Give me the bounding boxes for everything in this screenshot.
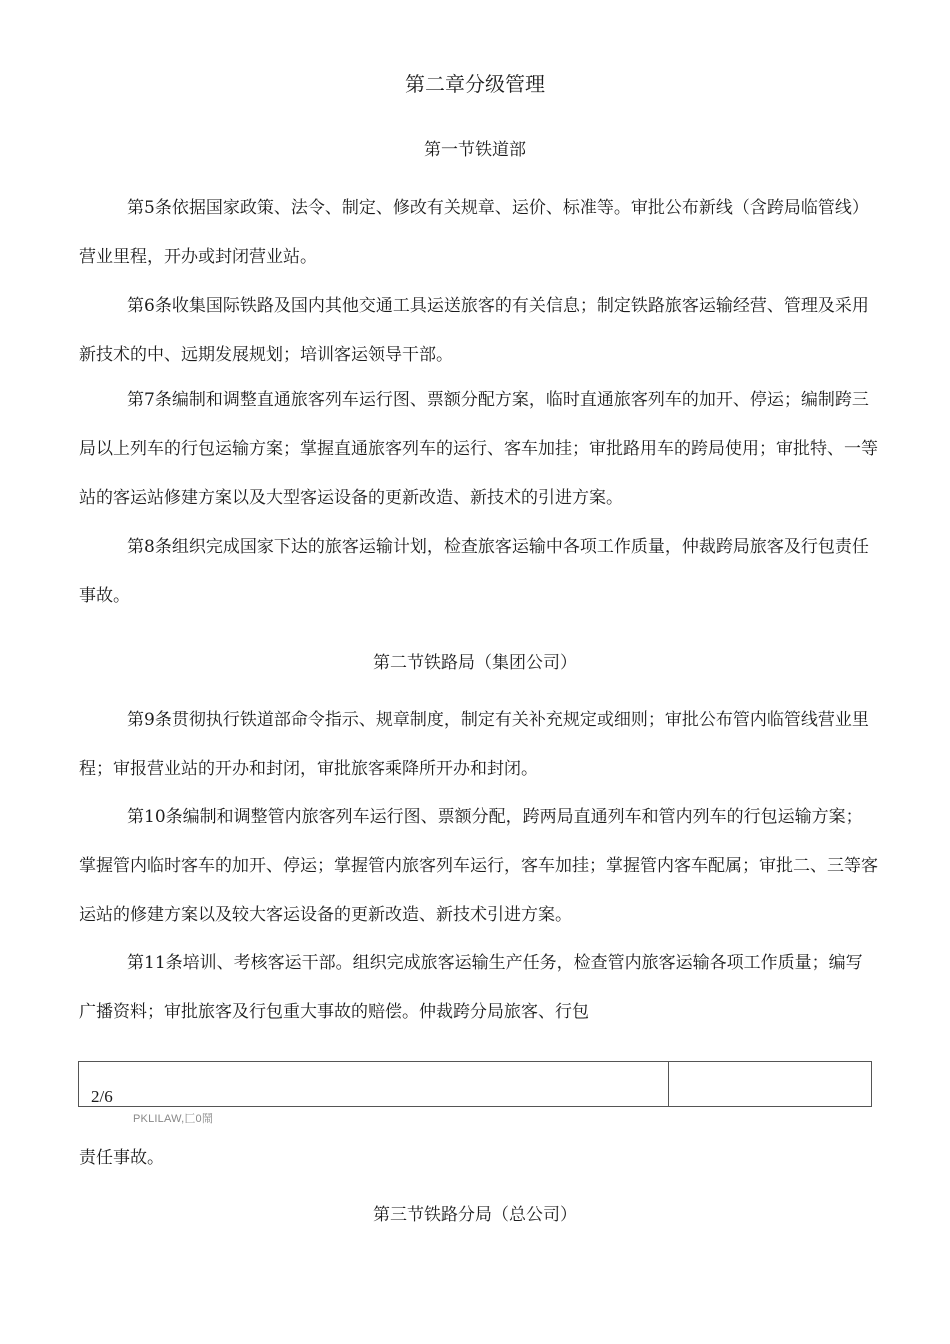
continuation-text: 责任事故。 <box>79 1148 164 1168</box>
article-paragraph: 第7条编制和调整直通旅客列车运行图、票额分配方案，临时直通旅客列车的加开、停运；编制跨三局以上列车的行包运输方案；掌握直通旅客列车的运行、客车加挂；审批路用车的跨局使用；审批特、一等站的客运站修建方案以及大型客运设备的更新改造、新技术的引进方案。 <box>79 390 878 508</box>
article-paragraph: 第8条组织完成国家下达的旅客运输计划，检查旅客运输中各项工作质量，仲裁跨局旅客及行包责任事故。 <box>79 537 869 606</box>
article-paragraph: 第10条编制和调整管内旅客列车运行图、票额分配，跨两局直通列车和管内列车的行包运输方案；掌握管内临时客车的加开、停运；掌握管内旅客列车运行，客车加挂；掌握管内客车配属；审批二、三等客运站的修建方案以及较大客运设备的更新改造、新技术引进方案。 <box>79 807 878 925</box>
article-paragraph: 第9条贯彻执行铁道部命令指示、规章制度，制定有关补充规定或细则；审批公布管内临管线营业里程；审报营业站的开办和封闭，审批旅客乘降所开办和封闭。 <box>79 710 869 779</box>
footer-divider <box>668 1062 669 1106</box>
page-number: 2/6 <box>91 1087 113 1106</box>
page-footer-box <box>78 1061 872 1107</box>
footer-mark: PKLILAW,匚0鬧 <box>133 1113 214 1125</box>
article-paragraph: 第5条依据国家政策、法令、制定、修改有关规章、运价、标准等。审批公布新线（含跨局临管线）营业里程，开办或封闭营业站。 <box>79 198 869 267</box>
section-title: 第二节铁路局（集团公司） <box>373 653 577 673</box>
chapter-title: 第二章分级管理 <box>405 72 545 96</box>
section-title: 第一节铁道部 <box>424 140 526 160</box>
article-paragraph: 第11条培训、考核客运干部。组织完成旅客运输生产任务，检查管内旅客运输各项工作质量；编写广播资料；审批旅客及行包重大事故的赔偿。仲裁跨分局旅客、行包 <box>79 953 863 1022</box>
section-title: 第三节铁路分局（总公司） <box>373 1205 577 1225</box>
article-paragraph: 第6条收集国际铁路及国内其他交通工具运送旅客的有关信息；制定铁路旅客运输经营、管理及采用新技术的中、远期发展规划；培训客运领导干部。 <box>79 296 869 365</box>
